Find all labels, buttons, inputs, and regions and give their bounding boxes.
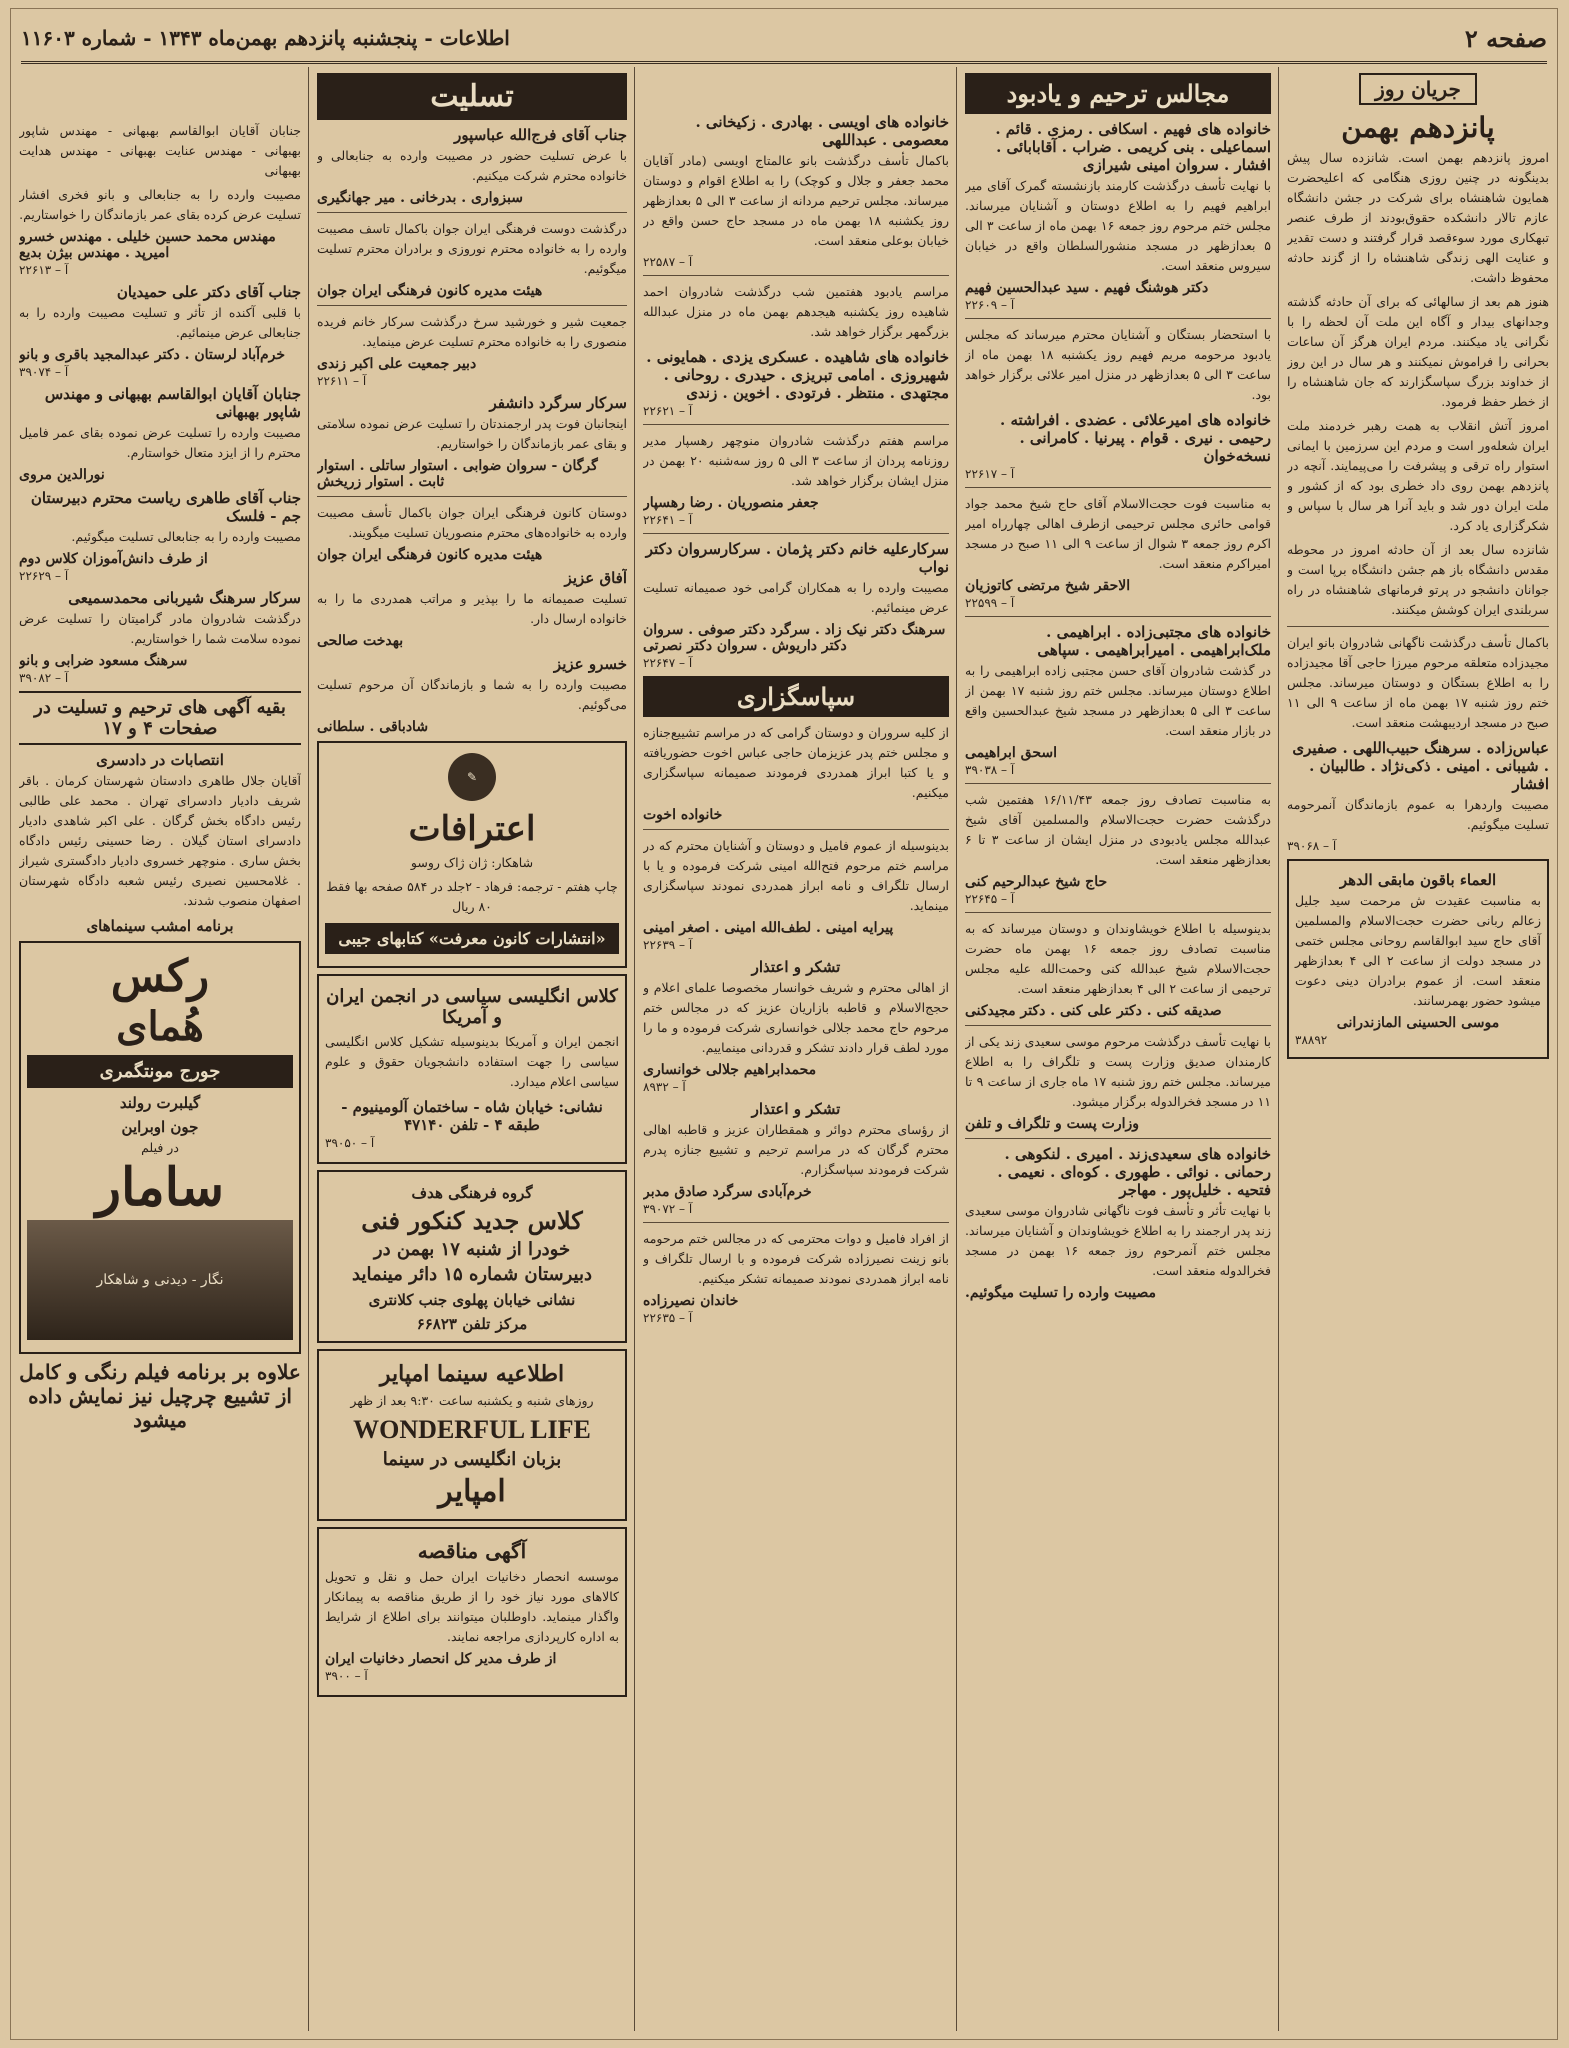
masthead xyxy=(21,15,1547,64)
condolence-recipient: آفاق عزیز xyxy=(564,569,627,587)
obituary-text: با نهایت تأثر و تأسف فوت ناگهانی شادروان موسی سعیدی زند پدر ارجمند را به اطلاع خویشاوندان و آشنایان میرساند. مجلس ختم آنمرحوم روز جمعه ۱۶ بهمن در مسجد فخرالدوله منعقد است. xyxy=(965,1203,1271,1278)
divider xyxy=(317,496,627,497)
newspaper-info: اطلاعات - پنجشنبه پانزدهم بهمن‌ماه ۱۳۴۳ - شماره ۱۱۶۰۳ xyxy=(21,26,510,50)
divider xyxy=(965,783,1271,784)
ad-code: آ – ۲۲۶۴۷ xyxy=(643,656,693,670)
ad-code: آ – ۲۲۵۸۷ xyxy=(643,255,693,269)
condolence-text: مصیبت وارده را تسلیت عرض نموده بقای عمر فامیل محترم را از ایزد متعال خواستارم. xyxy=(19,425,301,460)
obituary-signature: وزارت پست و تلگراف و تلفن xyxy=(965,1116,1140,1132)
condolence-text: اینجانبان فوت پدر ارجمندتان را تسلیت عرض نموده سلامتی و بقای عمر بازماندگان را خواستاریم. xyxy=(317,416,627,451)
obituary-signature: مصیبت وارده را تسلیت میگوئیم. xyxy=(965,1285,1156,1301)
ad-code: آ – ۳۹۰۳۸ xyxy=(965,763,1015,777)
ad-code: آ – ۲۲۵۹۹ xyxy=(965,596,1015,610)
divider xyxy=(317,212,627,213)
ad-code: آ – ۳۹۰۶۸ xyxy=(1287,839,1337,853)
condolence-recipients: سرکارعلیه خانم دکتر پژمان . سرکارسروان دکتر نواب xyxy=(645,540,949,576)
newspaper-page xyxy=(10,8,1558,2040)
obituary-text: مراسم یادبود هفتمین شب درگذشت شادروان احمد شاهیده روز یکشنبه هیجدهم بهمن ماه در منزل عبدالله بزرگمهر برگزار خواهد شد. xyxy=(643,284,949,339)
obituary-families: خانواده های مجتبی‌زاده . ابراهیمی . ملک‌ابراهیمی . امیرابراهیمی . سپاهی xyxy=(1037,623,1271,659)
obituary-signature: الاحقر شیخ مرتضی کاتوزیان xyxy=(965,578,1131,594)
condolence-signature: مهندس محمد حسین خلیلی . مهندس خسرو امیرپد . مهندس بیژن بدیع xyxy=(19,229,276,261)
condolence-signature: گرگان - سروان ضوابی . استوار ساتلی . استوار ثابت . استوار زریخش xyxy=(317,458,598,490)
ad-code: آ – ۲۲۶۲۱ xyxy=(643,404,693,418)
daily-paragraph: امروز پانزدهم بهمن است. شانزده سال پیش بدینگونه در چنین روزی هنگامی که اعلیحضرت همایون شاهنشاه برای شرکت در جشن دانشگاه عازم تالار دانشکده حقوق‌بودند از طرف عنصر تبهکاری مورد سوء‌قصد قرار گرفتند و دست تقدیر و عنایت الهی زندگی شاهنشاه را از گزند حادثه محفوظ داشت. xyxy=(1287,150,1549,285)
konkur-phone: مرکز تلفن ۶۶۸۲۳ xyxy=(416,1315,528,1333)
memorial-text: به مناسبت عقیدت ش مرحمت سید جلیل زعالم ربانی حضرت حجت‌الاسلام والمسلمین آقای حاج سید ابوالقاسم روحانی مجلس ختمی در مسجد دولت از ساعت ۲ الی ۴ بعدازظهر منعقد است. از عموم برادران دینی دعوت میشود حضور بهمرسانند. xyxy=(1295,893,1541,1008)
ad-code: آ – ۲۲۶۴۵ xyxy=(965,892,1015,906)
konkur-address: نشانی خیابان پهلوی جنب کلانتری xyxy=(368,1291,576,1309)
obituary-signature: مصیبت واردهرا به عموم بازماندگان آنمرحومه تسلیت میگوئیم. xyxy=(1287,797,1549,832)
condolence-signature: دبیر جمعیت علی اکبر زندی xyxy=(317,356,477,372)
cinema-name: رکس xyxy=(110,951,210,1002)
condolence-text: مصیبت وارده را به شما و بازماندگان آن مرحوم تسلیت می‌گوئیم. xyxy=(317,677,627,712)
obituary-signature: دکتر هوشنگ فهیم . سید عبدالحسین فهیم xyxy=(965,280,1209,296)
obituary-families: خانواده های شاهیده . عسکری یزدی . همایونی . شهیروزی . امامی تبریزی . حیدری . روحانی . مجتهدی . منتظر . فرتودی . اخوین . زندی xyxy=(646,348,949,402)
obituary-families: خانواده های اویسی . بهادری . زکیخانی . معصومی . عبداللهی xyxy=(695,113,949,149)
ad-code: آ – ۸۹۳۲ xyxy=(643,1080,686,1094)
condolence-signature: شادباقی . سلطانی xyxy=(317,719,429,735)
condolence-text: جمعیت شیر و خورشید سرخ درگذشت سرکار خانم فریده منصوری را به خانواده محترم تسلیت عرض مینماید. xyxy=(317,314,627,349)
condolence-text: با عرض تسلیت حضور در مصیبت وارده به جنابعالی و خانواده محترم شرکت میکنیم. xyxy=(317,148,627,183)
film-cast: جون اوبراین xyxy=(121,1118,199,1137)
daily-box-title: جریان روز xyxy=(1359,73,1477,105)
condolence-recipient: خسرو عزیز xyxy=(553,655,627,673)
ad-code: آ – ۲۲۶۴۱ xyxy=(643,513,693,527)
daily-paragraph: هنوز هم بعد از سالهائی که برای آن حادثه گذشته وجدانهای بیدار و آگاه این ملت آن لحظه را با نگرانی یاد میکنند. مردم ایران هرگز آن ساعات بحرانی را فراموش نمیکنند و هر سال در این روز از خداوند بزرگ سپاسگزارند که جان شاهنشاه را از خطر حفظ فرمود. xyxy=(1287,294,1549,409)
film-language: بزبان انگلیسی در سینما xyxy=(382,1449,562,1470)
condolence-banner: تسلیت xyxy=(317,73,627,120)
thanks-title: تشکر و اعتذار xyxy=(751,1100,841,1118)
ad-code: آ – ۳۹۰۸۲ xyxy=(19,671,69,685)
obituary-text: مراسم هفتم درگذشت شادروان منوچهر رهسپار مدیر روزنامه پردان از ساعت ۳ الی ۵ روز سه‌شنبه ۲۰ بهمن در منزل ایشان برگزار خواهد شد. xyxy=(643,433,949,488)
divider xyxy=(965,318,1271,319)
thanks-signature: پیرایه امینی . لطف‌الله امینی . اصغر امینی xyxy=(643,920,894,936)
obituary-text: بدینوسیله با اطلاع خویشاوندان و دوستان میرساند که به مناسبت تصادف روز جمعه ۱۶ بهمن ماه حضرت حجت‌الاسلام شیخ عبدالله کنی وحمت‌الله علیه مجلس ترحیمی از ساعت ۲ الی ۴ بعدازظهر منعقد است. xyxy=(965,921,1271,996)
condolence-text: مصیبت وارده را به جنابعالی تسلیت میگوئیم. xyxy=(71,529,301,544)
thanks-text: از کلیه سروران و دوستان گرامی که در مراسم تشییع‌جنازه و مجلس ختم پدر عزیزمان حاجی عباس اخوت حضوریافته و یا کتبا ابراز همدردی فرمودند صمیمانه سپاسگزاری میکنیم. xyxy=(643,725,949,800)
ad-code: آ – ۳۹۰۷۲ xyxy=(643,1202,693,1216)
cinema-showtime: روزهای شنبه و یکشنبه ساعت ۹:۳۰ بعد از ظهر xyxy=(350,1393,594,1408)
column-rule xyxy=(308,67,309,2031)
film-label: در فیلم xyxy=(141,1140,179,1156)
divider xyxy=(643,829,949,830)
book-author: شاهکار: ژان ژاک روسو xyxy=(410,855,534,870)
daily-heading: پانزدهم بهمن xyxy=(1341,111,1495,144)
divider xyxy=(643,424,949,425)
condolence-signature: نورالدین مروی xyxy=(19,467,105,483)
publisher-name: «انتشارات کانون معرفت» کتابهای جیبی xyxy=(325,923,619,954)
divider xyxy=(643,1222,949,1223)
book-info: چاپ هفتم - ترجمه: فرهاد - ۲جلد در ۵۸۴ صفحه بها فقط ۸۰ ریال xyxy=(326,879,618,914)
divider xyxy=(643,275,949,276)
appointments-title: انتصابات در دادسری xyxy=(96,751,224,769)
tender-title: آگهی مناقصه xyxy=(417,1539,527,1563)
thanks-title: تشکر و اعتذار xyxy=(751,958,841,976)
tender-text: موسسه انحصار دخانیات ایران حمل و نقل و تحویل کالاهای مورد نیاز خود را از طریق مناقصه به پیمانکار واگذار مینماید. داوطلبان میتوانند برای اطلاع از شرایط به اداره کارپردازی مراجعه نمایند. xyxy=(325,1569,619,1644)
konkur-class-ad xyxy=(317,1170,627,1343)
condolence-recipient: جناب آقای طاهری ریاست محترم دبیرستان جم - فلسک xyxy=(30,489,301,525)
ad-code: آ – ۲۲۶۲۹ xyxy=(19,569,69,583)
condolence-text: درگذشت دوست فرهنگی ایران جوان باکمال تاسف مصیبت وارده را به خانواده محترم نوروزی و برادران محترم تسلیت میگوئیم. xyxy=(317,221,627,276)
ad-code: آ – ۳۹۰۵۰ xyxy=(325,1136,375,1150)
divider xyxy=(965,616,1271,617)
divider xyxy=(965,487,1271,488)
thanks-signature: خانواده اخوت xyxy=(643,807,723,823)
condolence-recipient: جناب آقای دکتر علی حمیدیان xyxy=(116,283,301,301)
appointments-text: آقایان جلال طاهری دادستان شهرستان کرمان . باقر شریف دادیار دادسرای تهران . محمد علی طالبی رئیس دادگاه بخش گرگان . علی اکبر شاهدی دادیار دادسرای استان گیلان . رضا حسینی رئیس دادگاه بخش ساری . منوچهر خسروی دادیار دادگستری شیراز . غلامحسین نصیری رئیس شعبه دادگاه شهرستان اصفهان منصوب شدند. xyxy=(19,773,301,908)
condolence-signature: سبزواری . بدرخانی . میر جهانگیری xyxy=(317,190,524,206)
divider xyxy=(317,305,627,306)
obituary-text: در گذشت شادروان آقای حسن مجتبی زاده ابراهیمی را به اطلاع دوستان میرساند. مجلس ختم روز شنبه ۱۷ بهمن از ساعت ۳ الی ۵ بعدازظهر در مسجد شیخ عبدالحسین واقع در بازار منعقد است. xyxy=(965,663,1271,738)
column-rule xyxy=(956,67,957,2031)
cinema-footer: علاوه بر برنامه فیلم رنگی و کامل از تشییع چرچیل نیز نمایش داده میشود xyxy=(19,1360,301,1433)
memorial-title: العماء باقون مابقی الدهر xyxy=(1339,871,1497,889)
daily-paragraph: امروز آتش انقلاب به همت رهبر خردمند ملت ایران شعله‌ور است و مردم این سرزمین با ایمانی استوار راه ترقی و پیشرفت را می‌پیمایند. آنچه در پانزدهم بهمن روی داد خطری بود که از کشور و ملت ایران دور شد و باید آنرا هر سال با سپاس و شکرگزاری یاد کرد. xyxy=(1287,418,1549,533)
condolence-text: تسلیت صمیمانه ما را بپذیر و مراتب همدردی ما را به خانواده ارسال دار. xyxy=(317,591,627,626)
book-title: اعترافات xyxy=(408,809,536,849)
obituary-notice: باکمال تأسف درگذشت ناگهانی شادروان بانو ایران مجیدزاده متعلقه مرحوم میرزا حاجی آقا مجیدزاده را به اطلاع بستگان و دوستان میرساند. مجلس ختم روز شنبه ۱۷ بهمن ماه از ساعت ۹ الی ۱۱ صبح در مسجد اردیبهشت منعقد است. xyxy=(1287,635,1549,730)
cinema-program-title: برنامه امشب سینماهای xyxy=(86,917,234,935)
column-memorials-a xyxy=(965,67,1271,2031)
continued-notice: بقیه آگهی های ترحیم و تسلیت در صفحات ۴ و ۱۷ xyxy=(19,691,301,745)
ad-code: آ – ۲۲۶۱۳ xyxy=(19,263,69,277)
publisher-logo-icon: ✎ xyxy=(448,753,496,801)
photo-caption: نگار - دیدنی و شاهکار xyxy=(96,1272,224,1289)
obituary-text: به مناسبت تصادف روز جمعه ۱۶/۱۱/۴۳ هفتمین شب درگذشت حضرت حجت‌الاسلام والمسلمین آقای شیخ عبدالله مجلس یادبودی در منزل ایشان از ساعت ۳ تا ۶ بعدازظهر منعقد است. xyxy=(965,792,1271,867)
obituary-families: عباس‌زاده . سرهنگ حبیب‌اللهی . صفیری . شیبانی . امینی . ذکی‌نژاد . طالبیان . افشار xyxy=(1292,739,1549,793)
condolence-signature: هیئت مدیره کانون فرهنگی ایران جوان xyxy=(317,547,543,563)
cinema-name: هُمای xyxy=(116,1003,204,1051)
thanks-text: از اهالی محترم و شریف خوانسار مخصوصا علمای اعلام و حجج‌الاسلام و قاطبه بازاریان عزیز که در مجالس ختم مرحوم حاج محمد جلالی خوانساری شرکت فرموده و ما را مورد لطف قرار دادند تشکر و قدردانی مینماییم. xyxy=(643,980,949,1055)
condolence-recipient: سرکار سرگرد دانشفر xyxy=(489,394,627,412)
memorial-box xyxy=(1287,859,1549,1059)
section-banner: مجالس ترحیم و یادبود xyxy=(965,73,1271,114)
class-address: نشانی: خیابان شاه - ساختمان آلومینیوم - طبقه ۴ - تلفن ۴۷۱۴۰ xyxy=(341,1098,603,1134)
memorial-signature: موسی الحسینی المازندرانی xyxy=(1336,1015,1500,1031)
obituary-signature: حاج شیخ عبدالرحیم کنی xyxy=(965,874,1108,890)
english-class-ad xyxy=(317,974,627,1164)
thanks-signature: خاندان نصیرزاده xyxy=(643,1293,739,1309)
divider xyxy=(965,912,1271,913)
condolence-recipients: جنابان آقایان ابوالقاسم بهبهانی - مهندس شاپور بهبهانی - مهندس عنایت بهبهانی - مهندس هدایت بهبهانی xyxy=(19,123,301,178)
page-number: صفحه ۲ xyxy=(1464,23,1547,53)
thanks-text: از افراد فامیل و دوات محترمی که در مجالس ختم مرحومه بانو زینت نصیرزاده شرکت فرموده و با ارسال تلگراف و نامه ابراز همدردی نمودند صمیمانه تشکر میکنیم. xyxy=(643,1231,949,1286)
condolence-recipient: سرکار سرهنگ شیربانی محمدسمیعی xyxy=(68,589,301,607)
konkur-line: خودرا از شنبه ۱۷ بهمن در xyxy=(373,1239,571,1260)
cinema-notice-title: اطلاعیه سینما امپایر xyxy=(379,1361,565,1387)
film-cast: جورج مونتگمری xyxy=(27,1055,293,1088)
divider xyxy=(1287,626,1549,627)
thanks-text: بدینوسیله از عموم فامیل و دوستان و آشنایان محترم که در مراسم ختم مرحوم فتح‌الله امینی شرکت فرموده و یا با ارسال تلگراف و نامه ابراز همدردی نمودند سپاسگزاری مینماید. xyxy=(643,838,949,913)
film-cast: گیلبرت رولند xyxy=(119,1094,201,1113)
condolence-signature: بهدخت صالحی xyxy=(317,633,404,649)
obituary-text: با نهایت تأسف درگذشت کارمند بازنشسته گمرک آقای میر ابراهیم فهیم را به اطلاع دوستان و آشنایان میرساند. مجلس ختم مرحوم روز جمعه ۱۶ بهمن ماه از ساعت ۳ الی ۵ بعدازظهر در مسجد منشورالسلطان واقع در خیابان سیروس منعقد است. xyxy=(965,178,1271,273)
condolence-text: با قلبی آکنده از تأثر و تسلیت مصیبت وارده را به جنابعالی عرض مینمائیم. xyxy=(19,305,301,340)
condolence-recipient: جناب آقای فرج‌الله عباسپور xyxy=(454,126,627,144)
thanks-signature: محمدابراهیم جلالی خوانساری xyxy=(643,1062,817,1078)
class-text: انجمن ایران و آمریکا بدینوسیله تشکیل کلاس انگلیسی سیاسی را جهت استفاده دانشجویان حقوق و علوم سیاسی اعلام میدارد. xyxy=(325,1034,619,1089)
column-condolences-cinema xyxy=(19,67,301,2031)
column-rule xyxy=(1278,67,1279,2031)
obituary-families: خانواده های امیرعلائی . عضدی . افراشته . رحیمی . نیری . قوام . پیرنیا . کامرانی . نسخه‌خوان xyxy=(1000,411,1271,465)
ad-code: آ – ۲۲۶۳۹ xyxy=(643,938,693,952)
condolence-signature: سرهنگ دکتر نیک زاد . سرگرد دکتر صوفی . سروان دکتر داریوش . سروان دکتر نصرتی xyxy=(643,622,946,654)
tender-ad xyxy=(317,1527,627,1697)
obituary-signature: جعفر منصوریان . رضا رهسپار xyxy=(643,495,819,511)
class-title: کلاس انگلیسی سیاسی در انجمن ایران و آمریکا xyxy=(326,986,618,1028)
film-photo xyxy=(27,1220,293,1340)
column-daily xyxy=(1287,67,1549,2031)
obituary-signature: اسحق ابراهیمی xyxy=(965,745,1057,761)
ad-code: ۳۸۸۹۲ xyxy=(1295,1033,1328,1047)
obituary-text: با استحضار بستگان و آشنایان محترم میرساند که مجلس یادبود مرحومه مریم فهیم روز یکشنبه ۱۸ بهمن ماه از ساعت ۳ الی ۵ بعدازظهر در منزل امیر علائی برگزار خواهد بود. xyxy=(965,327,1271,402)
ad-code: آ – ۲۲۶۳۵ xyxy=(643,1311,693,1325)
condolence-text: مصیبت وارده را به جنابعالی و بانو فخری افشار تسلیت عرض کرده بقای عمر بازماندگان را خواستاریم. xyxy=(19,187,301,222)
column-memorials-b xyxy=(643,67,949,2031)
thanks-text: از رؤسای محترم دوائر و همقطاران عزیز و قاطبه اهالی محترم گرگان که در مراسم ترحیم و تشییع جنازه پدرم شرکت فرمودند سپاسگزارم. xyxy=(643,1122,949,1177)
daily-paragraph: شانزده سال بعد از آن حادثه امروز در محوطه مقدس دانشگاه باز هم جشن دانشگاه برپا است و جوانان دانشجو در پرتو فرمانهای شاهنشاه در راه سربلندی ایران کوشش میکنند. xyxy=(1287,542,1549,617)
divider xyxy=(965,1138,1271,1139)
book-ad xyxy=(317,741,627,968)
divider xyxy=(643,533,949,534)
ad-code: آ – ۲۲۶۱۷ xyxy=(965,467,1015,481)
obituary-families: خانواده های سعیدی‌زند . امیری . لنکوهی . رحمانی . نوائی . طهوری . کوه‌ای . نعیمی . فتحیه . خلیل‌پور . مهاجر xyxy=(997,1145,1271,1199)
cinema-rex-homa-ad xyxy=(19,941,301,1354)
obituary-signature: صدیقه کنی . دکتر علی کنی . دکتر مجیدکنی xyxy=(965,1003,1222,1019)
condolence-text: دوستان کانون فرهنگی ایران جوان باکمال تأسف مصیبت وارده به خانواده‌های محترم منصوریان تسلیت میگویند. xyxy=(317,505,627,540)
cinema-name: امپایر xyxy=(438,1474,506,1509)
obituary-text: باکمال تأسف درگذشت بانو عالمتاج اویسی (مادر آقایان محمد جعفر و جلال و کوچک) را به اطلاع اقوام و دوستان میرساند. مجلس ترحیم مردانه از ساعت ۳ الی ۵ بعدازظهر روز یکشنبه ۱۸ بهمن ماه در مسجد حاج حسن واقع در خیابان بوعلی منعقد است. xyxy=(643,153,949,248)
ad-code: آ – ۲۲۶۱۱ xyxy=(317,374,367,388)
obituary-text: به مناسبت فوت حجت‌الاسلام آقای حاج شیخ محمد جواد قوامی حائری مجلس ترحیمی ازطرف اهالی چهارراه امیر اکرم روز جمعه ۳ شوال از ساعت ۹ الی ۱۱ صبح در مسجد امیراکرم منعقد است. xyxy=(965,496,1271,571)
divider xyxy=(965,1025,1271,1026)
condolence-recipient: جنابان آقایان ابوالقاسم بهبهانی و مهندس شاپور بهبهانی xyxy=(44,385,301,421)
condolence-signature: هیئت مدیره کانون فرهنگی ایران جوان xyxy=(317,283,543,299)
film-title: سامار xyxy=(95,1157,225,1219)
condolence-signature: خرم‌آباد لرستان . دکتر عبدالمجید باقری و بانو xyxy=(19,347,286,363)
thanks-signature: خرم‌آبادی سرگرد صادق مدبر xyxy=(643,1184,812,1200)
column-condolences-ads xyxy=(317,67,627,2031)
konkur-group: گروه فرهنگی هدف xyxy=(411,1184,533,1202)
obituary-text: با نهایت تأسف درگذشت مرحوم موسی سعیدی زند یکی از کارمندان صدیق وزارت پست و تلگراف را به اطلاع میرساند. مجلس ختم روز شنبه ۱۷ ماه جاری از ساعت ۹ تا ۱۱ در مسجد فخرالدوله برگزار میشود. xyxy=(965,1034,1271,1109)
konkur-title: کلاس جدید کنکور فنی xyxy=(361,1206,583,1235)
konkur-line: دبیرستان شماره ۱۵ دائر مینماید xyxy=(352,1264,592,1285)
condolence-signature: سرهنگ مسعود ضرابی و بانو xyxy=(19,653,188,669)
section-banner: سپاسگزاری xyxy=(643,676,949,717)
film-title-english: WONDERFUL LIFE xyxy=(353,1415,591,1444)
ad-code: آ – ۳۹۰۷۴ xyxy=(19,365,69,379)
obituary-families: خانواده های فهیم . اسکافی . رمزی . قائم . اسماعیلی . بنی کریمی . ضراب . آقابابائی . افشار . سروان امینی شیرازی xyxy=(995,120,1271,174)
ad-code: آ – ۳۹۰۰ xyxy=(325,1669,368,1683)
tender-signature: از طرف مدیر کل انحصار دخانیات ایران xyxy=(325,1651,557,1667)
cinema-empire-ad xyxy=(317,1349,627,1521)
condolence-signature: از طرف دانش‌آموزان کلاس دوم xyxy=(19,551,208,567)
ad-code: آ – ۲۲۶۰۹ xyxy=(965,298,1015,312)
column-rule xyxy=(634,67,635,2031)
condolence-text: درگذشت شادروان مادر گرامیتان را تسلیت عرض نموده سلامت شما را خواستاریم. xyxy=(19,611,301,646)
condolence-text: مصیبت وارده را به همکاران گرامی خود صمیمانه تسلیت عرض مینمائیم. xyxy=(643,580,949,615)
